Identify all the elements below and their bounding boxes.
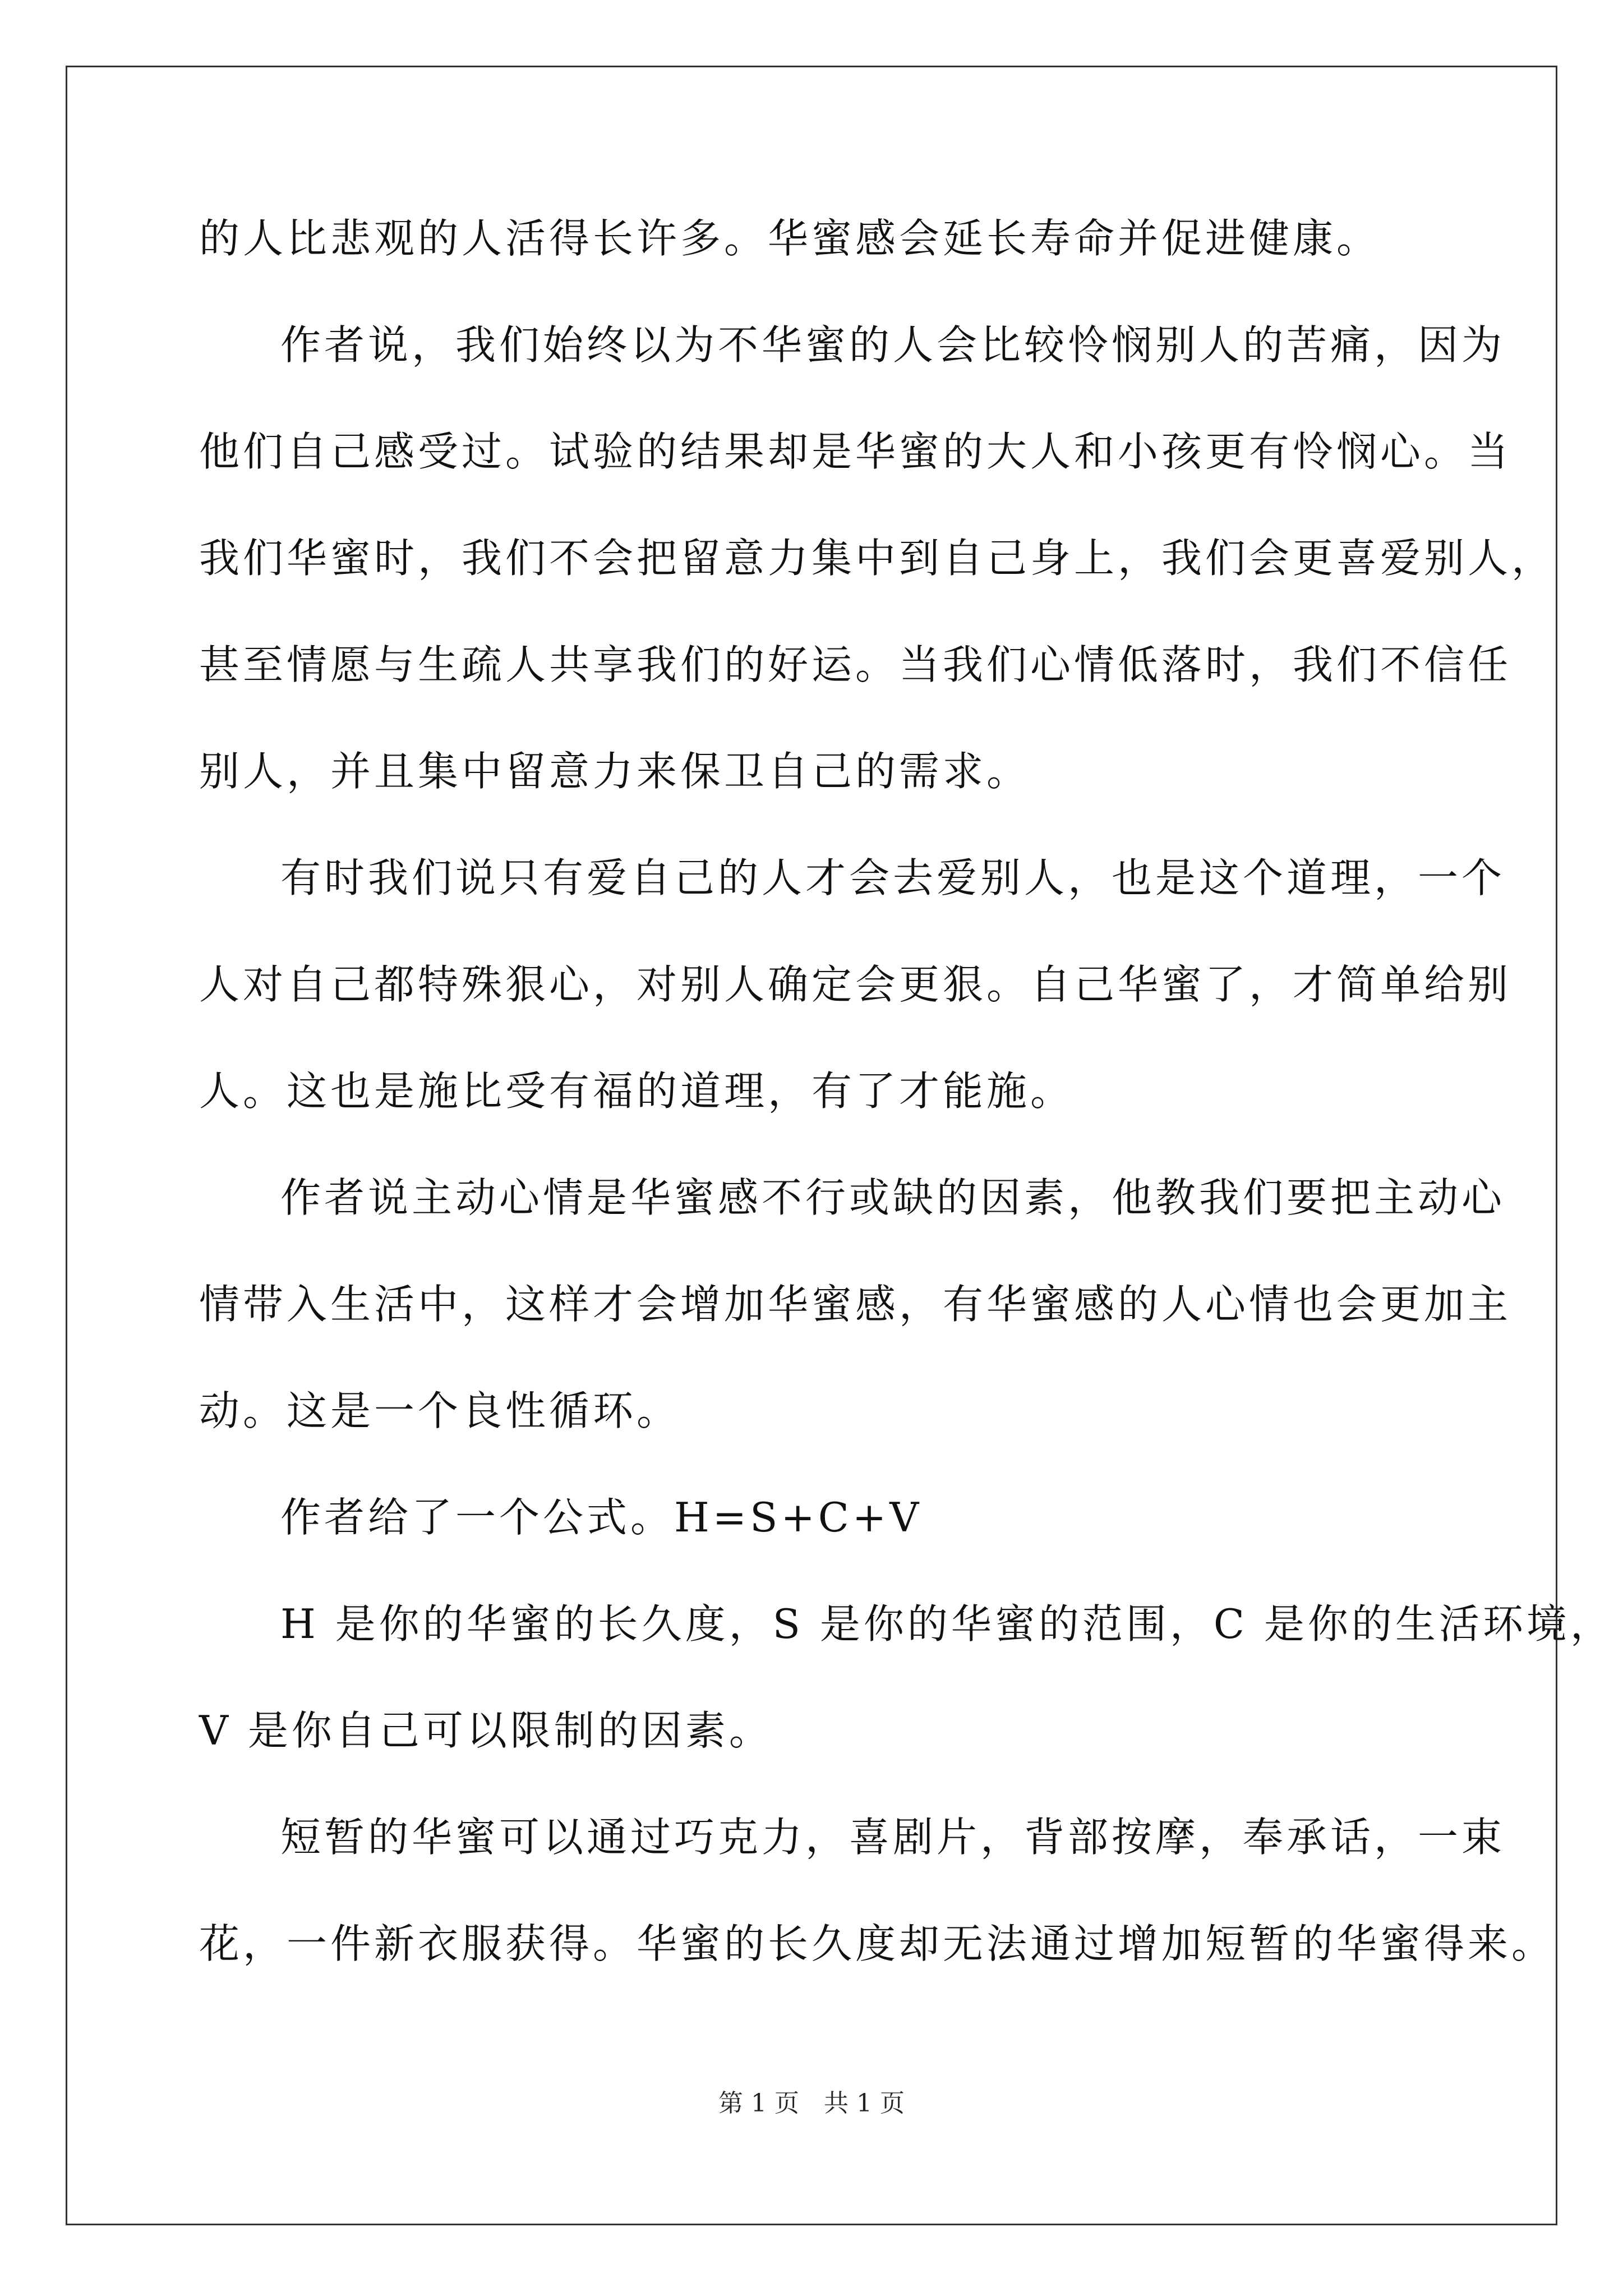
text-line: 动。这是一个良性循环。 [199, 1387, 681, 1434]
text-line: 人对自己都特殊狠心，对别人确定会更狠。自己华蜜了，才简单给别 [199, 961, 1512, 1008]
text-line: H 是你的华蜜的长久度，S 是你的华蜜的范围，C 是你的生活环境， [280, 1600, 1614, 1648]
text-line: 人。这也是施比受有福的道理，有了才能施。 [199, 1068, 1075, 1115]
text-line: V 是你自己可以限制的因素。 [199, 1707, 773, 1754]
text-line: 作者给了一个公式。H=S+C+V [280, 1494, 923, 1541]
text-line: 情带入生活中，这样才会增加华蜜感，有华蜜感的人心情也会更加主 [199, 1281, 1512, 1328]
text-line: 花，一件新衣服获得。华蜜的长久度却无法通过增加短暂的华蜜得来。 [199, 1920, 1556, 1967]
text-line: 别人，并且集中留意力来保卫自己的需求。 [199, 748, 1031, 795]
text-line: 有时我们说只有爱自己的人才会去爱别人，也是这个道理，一个 [280, 854, 1506, 901]
page-number-footer: 第 1 页 共 1 页 [718, 2089, 905, 2118]
text-line: 我们华蜜时，我们不会把留意力集中到自己身上，我们会更喜爱别人， [199, 535, 1556, 582]
text-line: 的人比悲观的人活得长许多。华蜜感会延长寿命并促进健康。 [199, 215, 1381, 262]
text-line: 他们自己感受过。试验的结果却是华蜜的大人和小孩更有怜悯心。当 [199, 428, 1512, 475]
text-line: 作者说主动心情是华蜜感不行或缺的因素，他教我们要把主动心 [280, 1174, 1506, 1221]
text-line: 短暂的华蜜可以通过巧克力，喜剧片，背部按摩，奉承话，一束 [280, 1814, 1506, 1861]
text-line: 甚至情愿与生疏人共享我们的好运。当我们心情低落时，我们不信任 [199, 641, 1512, 688]
text-line: 作者说，我们始终以为不华蜜的人会比较怜悯别人的苦痛，因为 [280, 321, 1506, 369]
document-body [199, 185, 1614, 1997]
